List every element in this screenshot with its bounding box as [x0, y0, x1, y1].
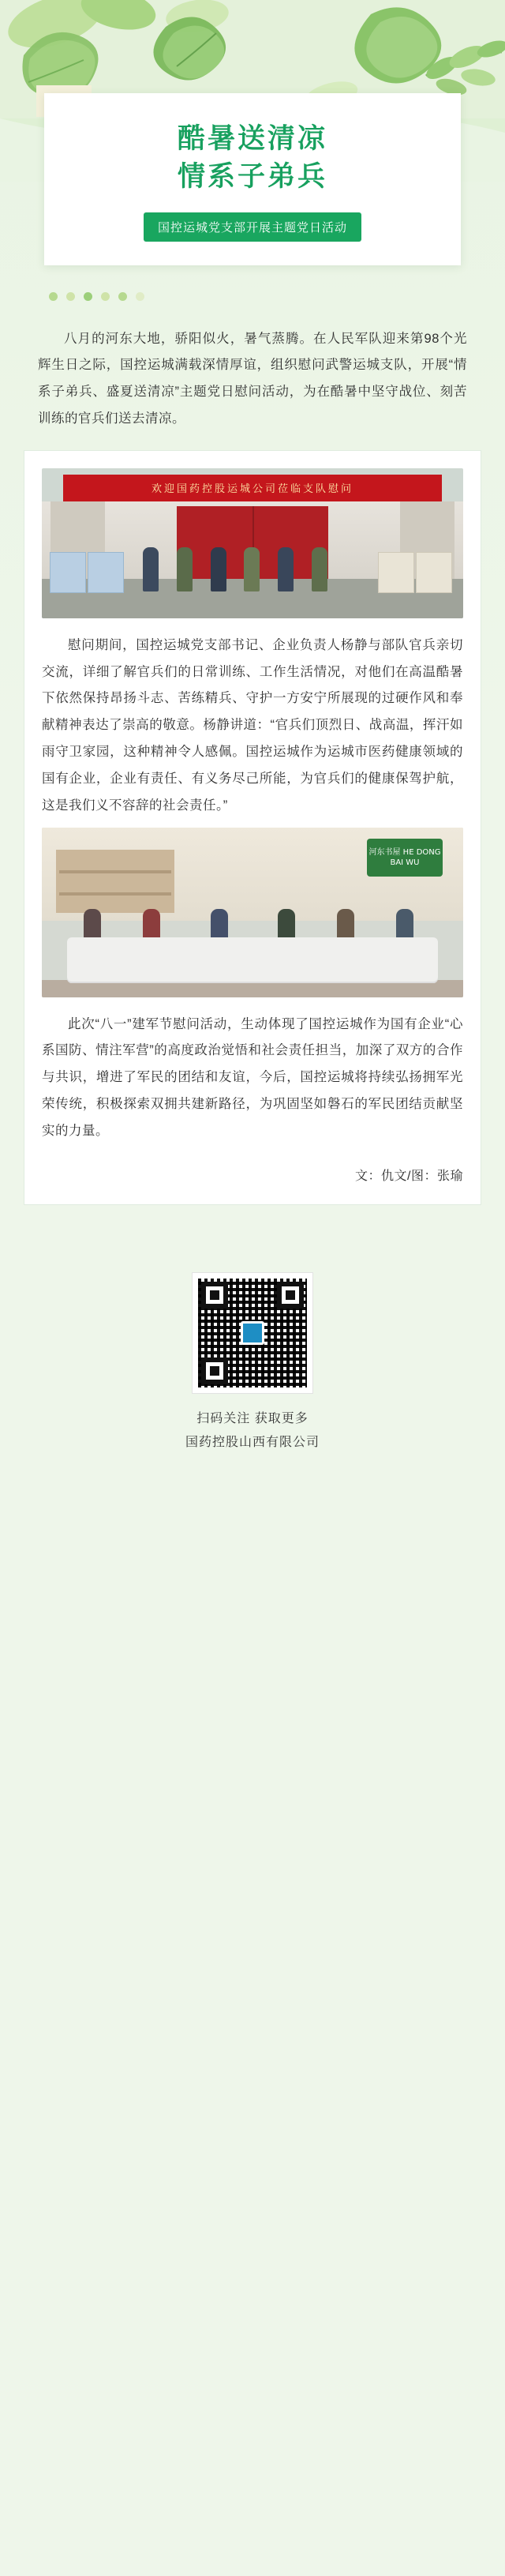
photo1-supply-box-right2	[378, 552, 414, 593]
footer-line-2: 国药控股山西有限公司	[185, 1435, 320, 1449]
photo1-banner-text: 欢迎国药控股运城公司莅临支队慰问	[63, 475, 443, 501]
header-section	[0, 0, 505, 265]
paragraph-2: 慰问期间，国控运城党支部书记、企业负责人杨静与部队官兵亲切交流，详细了解官兵们的日常训练、工作生活情况，对他们在高温酷暑下依然保持昂扬斗志、苦练精兵、守护一方安宁所展现的过硬作风和奉献精神表达了崇高的敬意。杨静讲道：“官兵们顶烈日、战高温，挥汗如雨守卫家园，这种精神令人感佩。国控运城作为运城市医药健康领域的国有企业，企业有责任、有义务尽己所能，为官兵们的健康保驾护航，这是我们义不容辞的社会责任。”	[42, 637, 463, 813]
article-card	[24, 450, 481, 1205]
decorative-dots	[49, 292, 505, 301]
photo2-sign-text: 河东书屋 HE DONG BAI WU	[367, 839, 443, 877]
qr-eye-top-right	[277, 1282, 304, 1309]
title-card	[44, 93, 461, 265]
dot-4	[101, 292, 110, 301]
photo-meeting-room	[42, 828, 463, 997]
photo1-supply-box-left2	[88, 552, 124, 593]
qr-eye-bottom-left	[201, 1357, 228, 1384]
subtitle-badge: 国控运城党支部开展主题党日活动	[144, 212, 361, 242]
qr-center-logo	[241, 1321, 264, 1345]
dot-6	[136, 292, 144, 301]
photo1-supply-box-right	[416, 552, 452, 593]
dot-3	[84, 292, 92, 301]
qr-code-pattern	[198, 1279, 307, 1388]
photo1-person-6	[312, 547, 327, 591]
dot-5	[118, 292, 127, 301]
page-title-line-1: 酷暑送清凉	[177, 123, 327, 155]
photo1-person-2	[177, 547, 193, 591]
paragraph-3: 此次“八一”建军节慰问活动，生动体现了国控运城作为国有企业“心系国防、情注军营”的高度政治觉悟和社会责任担当，加深了双方的合作与共识，增进了军民的团结和友谊，今后，国控运城将持续弘扬拥军光荣传统，积极探索双拥共建新路径，为巩固坚如磐石的军民团结贡献坚实的力量。	[42, 1016, 463, 1138]
bottom-spacer	[0, 1502, 505, 1913]
qr-code[interactable]	[193, 1273, 312, 1393]
photo2-table	[67, 937, 438, 983]
photo1-person-3	[211, 547, 226, 591]
paragraph-1: 八月的河东大地，骄阳似火，暑气蒸腾。在人民军队迎来第98个光辉生日之际，国控运城满载深情厚谊，组织慰问武警运城支队，开展“情系子弟兵、盛夏送清凉”主题党日慰问活动，为在酷暑中坚守战位、刻苦训练的官兵们送去清凉。	[38, 331, 467, 426]
qr-eye-top-left	[201, 1282, 228, 1309]
photo-visit-site	[42, 468, 463, 618]
dot-2	[66, 292, 75, 301]
photo1-person-5	[278, 547, 294, 591]
footer-line-1: 扫码关注 获取更多	[196, 1411, 309, 1425]
byline: 文：仇文/图：张瑜	[355, 1169, 463, 1183]
intro-section	[0, 309, 505, 433]
page-title-line-2: 情系子弟兵	[177, 161, 327, 193]
dot-1	[49, 292, 58, 301]
photo1-supply-box-left	[50, 552, 86, 593]
photo1-person-1	[143, 547, 159, 591]
photo2-bookshelf	[56, 850, 174, 913]
photo1-person-4	[244, 547, 260, 591]
footer-section	[0, 1273, 505, 1503]
